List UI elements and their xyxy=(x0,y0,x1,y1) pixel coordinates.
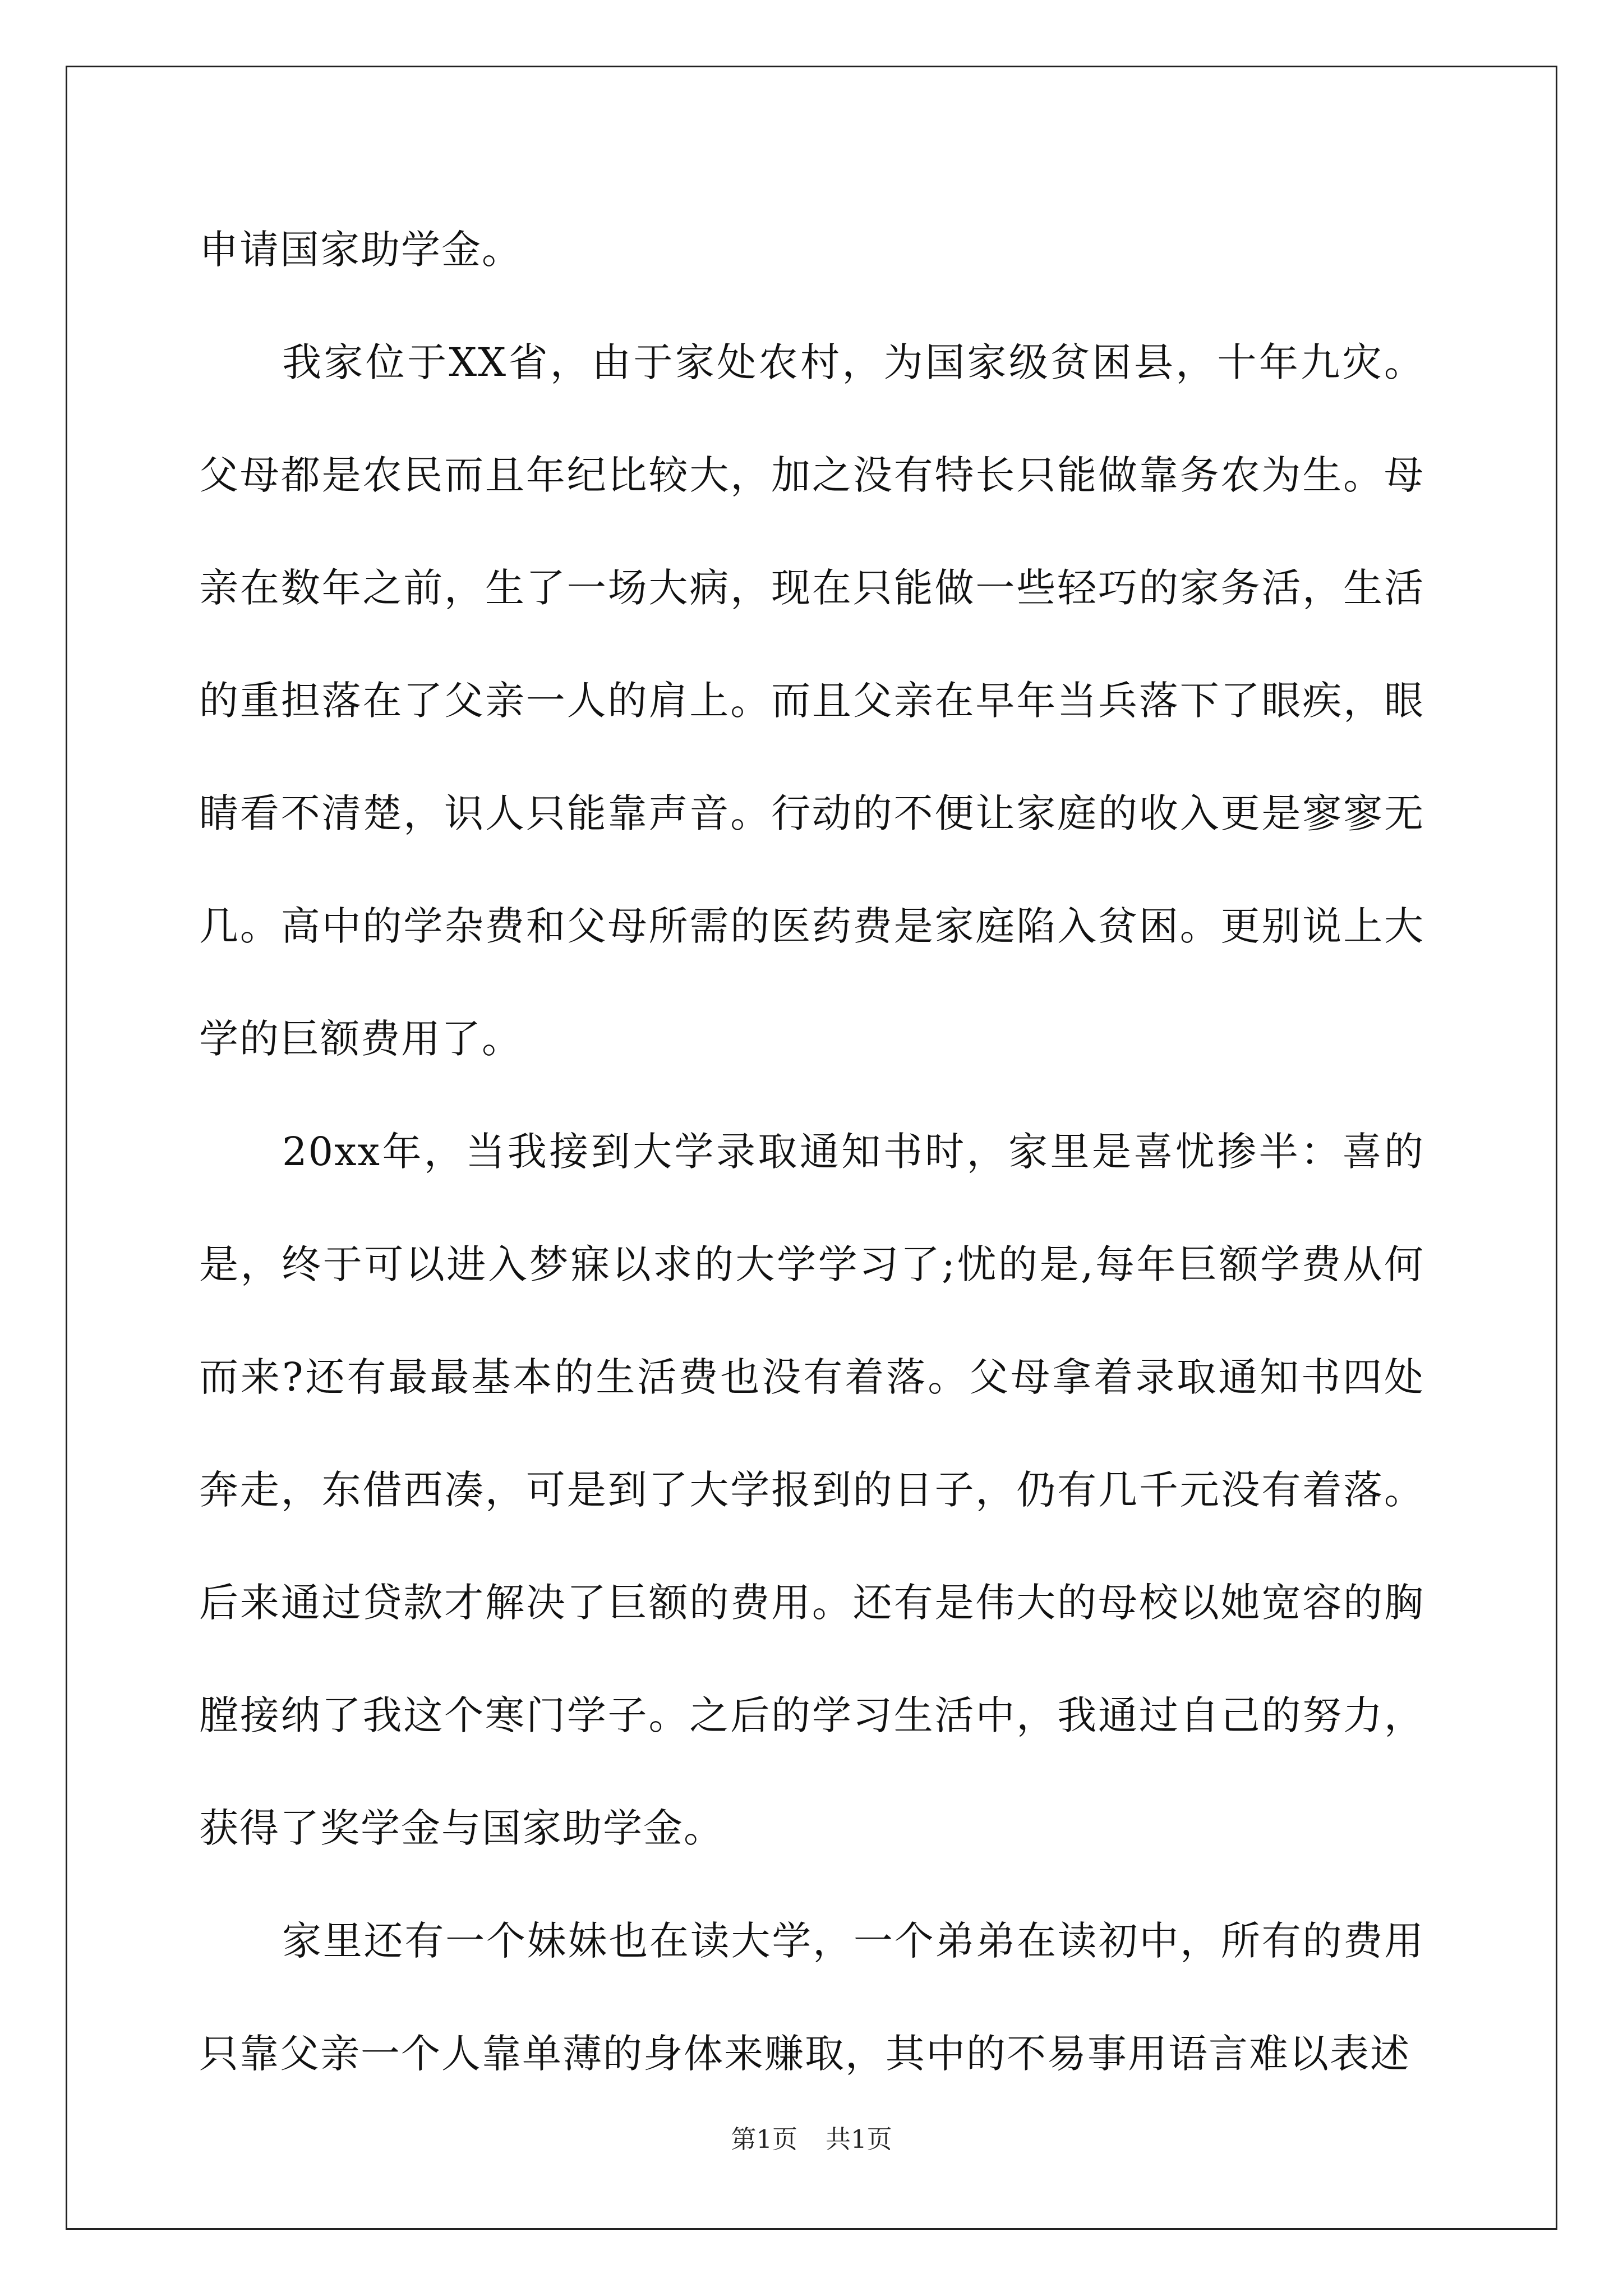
paragraph-4: 家里还有一个妹妹也在读大学，一个弟弟在读初中，所有的费用只靠父亲一个人靠单薄的身体来赚取，其中的不易事用语言难以表述 xyxy=(199,1918,1424,2077)
page-footer xyxy=(0,2123,1623,2156)
paragraph-1: 申请国家助学金。 xyxy=(199,227,522,273)
document-body xyxy=(199,194,1424,2110)
page-number: 第1页 xyxy=(731,2124,797,2154)
paragraph-2: 我家位于XX省，由于家处农村，为国家级贫困县，十年九灾。父母都是农民而且年纪比较大，加之没有特长只能做靠务农为生。母亲在数年之前，生了一场大病，现在只能做一些轻巧的家务活，生活的重担落在了父亲一人的肩上。而且父亲在早年当兵落下了眼疾，眼睛看不清楚，识人只能靠声音。行动的不便让家庭的收入更是寥寥无几。高中的学杂费和父母所需的医药费是家庭陷入贫困。更别说上大学的巨额费用了。 xyxy=(199,339,1424,1062)
paragraph-3: 20xx年，当我接到大学录取通知书时，家里是喜忧掺半：喜的是，终于可以进入梦寐以求的大学学习了;忧的是,每年巨额学费从何而来?还有最最基本的生活费也没有着落。父母拿着录取通知书四处奔走，东借西凑，可是到了大学报到的日子，仍有几千元没有着落。后来通过贷款才解决了巨额的费用。还有是伟大的母校以她宽容的胸膛接纳了我这个寒门学子。之后的学习生活中，我通过自己的努力，获得了奖学金与国家助学金。 xyxy=(199,1129,1424,1851)
page-total: 共1页 xyxy=(826,2124,892,2154)
